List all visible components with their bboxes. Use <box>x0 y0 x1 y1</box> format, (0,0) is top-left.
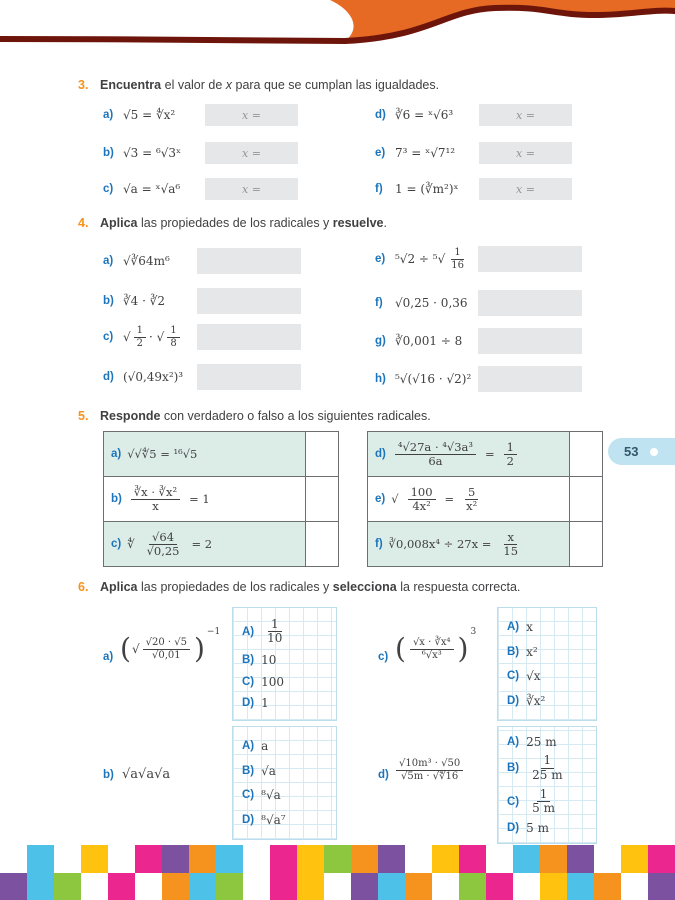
footer-block <box>648 873 675 900</box>
fraction-den: 15 <box>503 543 519 558</box>
footer-block <box>324 873 351 900</box>
item-formula-4d: (√0,49x²)³ <box>123 370 184 384</box>
footer-block <box>459 873 486 900</box>
vf-label: b) <box>111 493 122 505</box>
fraction <box>264 618 285 646</box>
option-6a-D[interactable] <box>242 696 336 710</box>
option-value: 5 m <box>526 821 549 836</box>
option-6d-D[interactable] <box>507 821 596 835</box>
footer-color-bar <box>0 845 675 900</box>
fraction <box>500 531 521 558</box>
footer-block <box>270 845 297 873</box>
option-key: B) <box>242 654 255 667</box>
footer-block <box>351 845 378 873</box>
fraction-den: 4x² <box>412 498 431 513</box>
footer-block <box>405 873 432 900</box>
footer-block <box>81 873 108 900</box>
fraction-num: x <box>504 531 517 545</box>
answer-placeholder: x = <box>242 108 261 122</box>
fraction-num: 1 <box>268 618 282 632</box>
option-key: A) <box>242 625 255 638</box>
exercise-6-title <box>100 580 520 594</box>
vf-formula: √ <box>391 492 399 506</box>
close-paren: ) <box>193 632 205 665</box>
exercise-4-number: 4. <box>78 216 89 230</box>
option-key: B) <box>242 764 255 777</box>
option-value: ⁸√a <box>261 788 281 803</box>
item-formula-6c <box>394 620 476 678</box>
option-key: C) <box>242 675 255 688</box>
fraction <box>395 441 476 468</box>
exercise-6-title-bold2: selecciona <box>332 580 397 594</box>
item-formula-3c: √a = ˣ√a⁶ <box>123 182 181 196</box>
exercise-3-title-text: el valor de <box>161 78 226 92</box>
vf-answer-5b[interactable] <box>306 477 338 522</box>
page-number-badge <box>608 438 675 465</box>
option-6d-C[interactable] <box>507 788 596 816</box>
footer-row-top <box>0 845 675 873</box>
answer-box-3b[interactable] <box>205 142 298 164</box>
item-formula-6a <box>119 620 220 678</box>
true-false-table-right <box>367 431 603 567</box>
footer-block <box>108 873 135 900</box>
answer-box-4g[interactable] <box>478 328 582 354</box>
footer-block <box>0 873 27 900</box>
footer-block <box>0 845 27 873</box>
answer-box-3f[interactable] <box>479 178 572 200</box>
footer-block <box>54 845 81 873</box>
item-formula-6d <box>393 742 466 798</box>
item-formula-3d: ∛6 = ˣ√6³ <box>395 108 454 122</box>
option-6a-B[interactable] <box>242 653 336 667</box>
fraction-num: ⁴√27a · ⁴√3a³ <box>395 441 476 455</box>
item-formula-3a: √5 = ∜x² <box>123 108 176 122</box>
fraction-num: 5 <box>465 486 478 500</box>
item-label-3e: e) <box>375 147 386 159</box>
exercise-3-title <box>100 78 439 92</box>
exercise-5-header <box>78 409 431 423</box>
vf-label: d) <box>375 448 386 460</box>
vf-statement-5a <box>104 432 306 477</box>
answer-placeholder: x = <box>242 182 261 196</box>
item-label-4d: d) <box>103 371 114 383</box>
exercise-4-title-bold: Aplica <box>100 216 138 230</box>
answer-box-3d[interactable] <box>479 104 572 126</box>
item-label-4e: e) <box>375 253 386 265</box>
answer-box-4b[interactable] <box>197 288 301 314</box>
footer-block <box>324 845 351 873</box>
footer-block <box>351 873 378 900</box>
item-formula-4c <box>123 319 183 355</box>
options-grid-6c <box>497 607 597 721</box>
answer-box-3e[interactable] <box>479 142 572 164</box>
open-paren: ( <box>120 632 131 665</box>
fraction-den: 5 m <box>532 801 555 816</box>
top-wave-decoration <box>0 0 675 52</box>
formula-part: · √ <box>149 330 165 344</box>
exercise-6-header <box>78 580 520 594</box>
vf-formula: = 2 <box>191 537 213 551</box>
footer-block <box>216 845 243 873</box>
vf-statement-5c <box>104 522 306 566</box>
footer-block <box>54 873 81 900</box>
item-label-3c: c) <box>103 183 114 195</box>
footer-block <box>27 845 54 873</box>
fraction-den: 25 m <box>532 767 563 782</box>
fraction-den: 8 <box>170 337 177 349</box>
open-paren: ( <box>395 632 406 665</box>
fraction-den: x <box>152 498 159 513</box>
footer-block <box>297 845 324 873</box>
item-label-4g: g) <box>375 335 386 347</box>
option-key: A) <box>507 621 520 634</box>
exercise-4-title-rest: . <box>383 216 387 230</box>
exercise-3-number: 3. <box>78 78 89 92</box>
item-label-3b: b) <box>103 147 114 159</box>
fraction-num: 1 <box>537 788 551 802</box>
option-key: D) <box>507 694 520 707</box>
exponent: −1 <box>206 627 221 637</box>
fraction <box>408 486 436 513</box>
option-key: D) <box>507 822 520 835</box>
item-label-3d: d) <box>375 109 386 121</box>
fraction <box>144 531 183 558</box>
options-grid-6d <box>497 726 597 844</box>
footer-block <box>486 873 513 900</box>
fraction <box>131 486 180 513</box>
answer-box-4e[interactable] <box>478 246 582 272</box>
fraction-den: 2 <box>506 453 514 468</box>
fraction-den: √5m · √∜16 <box>401 770 459 782</box>
footer-block <box>621 873 648 900</box>
exercise-5-title-bold: Responde <box>100 409 161 423</box>
vf-answer-5c[interactable] <box>306 522 338 566</box>
answer-placeholder: x = <box>516 108 535 122</box>
option-value: x² <box>526 644 538 659</box>
item-formula-4h: ⁵√(√16 · √2)² <box>395 372 472 386</box>
vf-label: f) <box>375 538 383 550</box>
footer-block <box>486 845 513 873</box>
vf-formula: = <box>484 447 495 461</box>
item-label-4a: a) <box>103 255 114 267</box>
footer-block <box>513 845 540 873</box>
footer-block <box>243 845 270 873</box>
footer-block <box>432 873 459 900</box>
fraction-den: √0,25 <box>146 543 180 558</box>
item-label-3f: f) <box>375 183 383 195</box>
footer-block <box>270 873 297 900</box>
item-label-4f: f) <box>375 297 383 309</box>
item-label-4c: c) <box>103 331 114 343</box>
exercise-6-title-rest: la respuesta correcta. <box>396 580 521 594</box>
fraction-num: √x · ∛x⁴ <box>410 637 454 649</box>
item-formula-4a: √∛64m⁶ <box>123 254 170 268</box>
vf-formula: = <box>444 492 455 506</box>
fraction-num: 1 <box>504 441 517 455</box>
option-6a-C[interactable] <box>242 675 336 689</box>
footer-block <box>513 873 540 900</box>
option-key: B) <box>507 762 520 775</box>
answer-placeholder: x = <box>516 146 535 160</box>
footer-block <box>189 845 216 873</box>
fraction-den: 16 <box>451 259 464 271</box>
answer-box-3a[interactable] <box>205 104 298 126</box>
vf-formula: √√∜5 = ¹⁶√5 <box>127 447 198 461</box>
fraction <box>529 754 565 782</box>
option-6a-A[interactable] <box>242 618 336 646</box>
item-formula-4g: ∛0,001 ÷ 8 <box>395 334 463 348</box>
fraction <box>529 788 558 816</box>
option-6b-B[interactable] <box>242 764 336 778</box>
fraction-num: 1 <box>134 325 146 337</box>
vf-answer-5a[interactable] <box>306 432 338 477</box>
exercise-4-title <box>100 216 387 230</box>
exercise-3-header <box>78 78 439 92</box>
option-key: A) <box>242 740 255 753</box>
formula-part: √ <box>123 330 131 344</box>
item-formula-4f: √0,25 · 0,36 <box>395 296 468 310</box>
exercise-6-title-text: las propiedades de los radicales y <box>137 580 333 594</box>
footer-row-bottom <box>0 873 675 900</box>
fraction <box>504 441 517 468</box>
option-value: ∛x² <box>526 693 546 708</box>
fraction-den: 6a <box>428 453 443 468</box>
exercise-5-title-text: con verdadero o falso a los siguientes radicales. <box>160 409 431 423</box>
exercise-4-header <box>78 216 387 230</box>
exercise-5-title <box>100 409 431 423</box>
footer-block <box>405 845 432 873</box>
vf-statement-5f <box>368 522 570 566</box>
fraction-num: √20 · √5 <box>143 637 190 649</box>
option-6c-A[interactable] <box>507 620 596 634</box>
option-value: √x <box>526 669 541 684</box>
exercise-4-title-bold2: resuelve <box>332 216 384 230</box>
footer-block <box>27 873 54 900</box>
item-label-6a: a) <box>103 651 114 663</box>
fraction <box>396 758 463 781</box>
options-grid-6b <box>232 726 337 840</box>
vf-statement-5e <box>368 477 570 522</box>
answer-box-4a[interactable] <box>197 248 301 274</box>
option-value: 1 <box>261 696 269 711</box>
close-paren: ) <box>457 632 469 665</box>
option-key: C) <box>507 795 520 808</box>
true-false-table-left <box>103 431 339 567</box>
fraction-num: 1 <box>541 754 555 768</box>
footer-block <box>540 845 567 873</box>
option-key: B) <box>507 645 520 658</box>
exercise-5-number: 5. <box>78 409 89 423</box>
answer-placeholder: x = <box>516 182 535 196</box>
fraction-num: √64 <box>149 531 177 545</box>
fraction-num: 1 <box>451 247 463 259</box>
footer-block <box>432 845 459 873</box>
vf-label: e) <box>375 493 386 505</box>
vf-answer-5e[interactable] <box>570 477 602 522</box>
footer-block <box>378 873 405 900</box>
footer-block <box>135 873 162 900</box>
footer-block <box>567 873 594 900</box>
footer-block <box>594 845 621 873</box>
item-formula-3b: √3 = ⁶√3ˣ <box>123 146 182 160</box>
option-key: A) <box>507 735 520 748</box>
option-6c-C[interactable] <box>507 669 596 683</box>
answer-box-4d[interactable] <box>197 364 301 390</box>
item-label-6d: d) <box>378 769 389 781</box>
option-6b-C[interactable] <box>242 788 336 802</box>
option-value: x <box>526 620 533 635</box>
footer-block <box>297 873 324 900</box>
option-6c-B[interactable] <box>507 645 596 659</box>
exponent: 3 <box>470 627 477 637</box>
item-label-4h: h) <box>375 373 386 385</box>
option-value: ⁸√a⁷ <box>261 812 286 827</box>
item-formula-4e <box>395 241 470 277</box>
fraction <box>143 637 190 660</box>
formula-part: ⁵√2 ÷ ⁵√ <box>395 252 446 266</box>
footer-block <box>108 845 135 873</box>
footer-block <box>459 845 486 873</box>
item-formula-3e: 7³ = ˣ√7¹² <box>395 146 456 160</box>
footer-block <box>135 845 162 873</box>
footer-block <box>162 873 189 900</box>
options-grid-6a <box>232 607 337 721</box>
footer-block <box>81 845 108 873</box>
item-label-6b: b) <box>103 769 114 781</box>
fraction-num: 100 <box>408 486 436 500</box>
item-formula-6b: √a√a√a <box>122 767 171 782</box>
fraction <box>134 325 146 348</box>
vf-statement-5b <box>104 477 306 522</box>
exercise-3-title-var: x <box>225 78 233 92</box>
page-number: 53 <box>624 444 639 459</box>
vf-statement-5d <box>368 432 570 477</box>
fraction-den: √0,01 <box>151 649 181 661</box>
exercise-3-title-bold: Encuentra <box>100 78 162 92</box>
fraction-num: ∛x · ∛x² <box>131 486 180 500</box>
vf-label: a) <box>111 448 122 460</box>
fraction-num: 1 <box>167 325 179 337</box>
vf-formula: ∛0,008x⁴ ÷ 27x = <box>388 537 492 551</box>
exercise-6-number: 6. <box>78 580 89 594</box>
exercise-4-title-text: las propiedades de los radicales y <box>137 216 333 230</box>
fraction-den: 10 <box>267 631 283 646</box>
vf-answer-5d[interactable] <box>570 432 602 477</box>
footer-block <box>567 845 594 873</box>
fraction-num: √10m³ · √50 <box>396 758 463 770</box>
footer-block <box>594 873 621 900</box>
item-label-6c: c) <box>378 651 389 663</box>
option-6d-B[interactable] <box>507 754 596 782</box>
option-6b-A[interactable] <box>242 739 336 753</box>
footer-block <box>243 873 270 900</box>
answer-box-4f[interactable] <box>478 290 582 316</box>
vf-answer-5f[interactable] <box>570 522 602 566</box>
fraction <box>463 486 480 513</box>
item-label-4b: b) <box>103 295 114 307</box>
vf-label: c) <box>111 538 122 550</box>
option-value: 25 m <box>526 734 557 749</box>
fraction-den: x² <box>466 498 478 513</box>
footer-block <box>162 845 189 873</box>
exercise-6-title-bold: Aplica <box>100 580 138 594</box>
fraction <box>448 247 467 270</box>
option-key: C) <box>507 670 520 683</box>
footer-block <box>216 873 243 900</box>
option-value: 100 <box>261 674 285 689</box>
footer-block <box>189 873 216 900</box>
fraction <box>410 637 454 660</box>
option-6d-A[interactable] <box>507 735 596 749</box>
footer-block <box>540 873 567 900</box>
radical-sign: √ <box>131 642 140 656</box>
option-value: √a <box>261 763 276 778</box>
answer-box-4c[interactable] <box>197 324 301 350</box>
answer-box-4h[interactable] <box>478 366 582 392</box>
badge-dot <box>650 448 658 456</box>
answer-box-3c[interactable] <box>205 178 298 200</box>
fraction <box>167 325 179 348</box>
fraction-den: 2 <box>136 337 144 349</box>
item-label-3a: a) <box>103 109 114 121</box>
answer-placeholder: x = <box>242 146 261 160</box>
option-6b-D[interactable] <box>242 813 336 827</box>
fraction-den: ⁶√x³ <box>421 649 442 661</box>
footer-block <box>621 845 648 873</box>
option-key: D) <box>242 813 255 826</box>
option-key: D) <box>242 697 255 710</box>
footer-block <box>378 845 405 873</box>
option-value: 10 <box>261 653 277 668</box>
option-6c-D[interactable] <box>507 694 596 708</box>
option-key: C) <box>242 789 255 802</box>
vf-formula: = 1 <box>189 492 210 506</box>
option-value: a <box>261 739 269 754</box>
vf-formula: ∜ <box>127 537 135 551</box>
item-formula-3f: 1 = (∛m²)ˣ <box>395 182 459 196</box>
footer-block <box>648 845 675 873</box>
exercise-3-title-rest: para que se cumplan las igualdades. <box>232 78 440 92</box>
item-formula-4b: ∛4 · ∛2 <box>123 294 166 308</box>
